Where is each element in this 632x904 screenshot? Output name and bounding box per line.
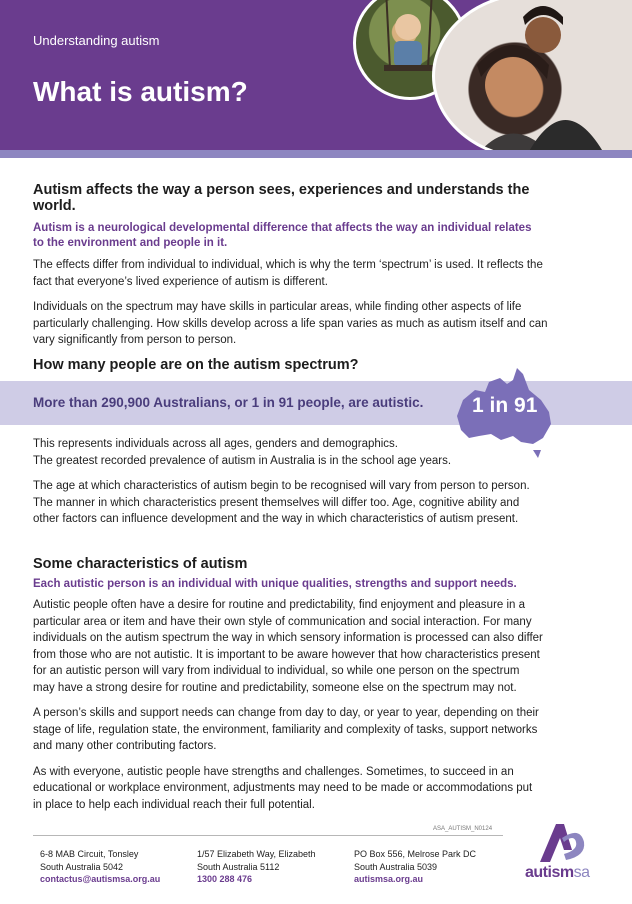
section3-p1-line: from those who are not autistic. It is important to be aware however that how characteristics present — [33, 648, 540, 661]
section2-p2-3: other factors can influence development and the way in which characteristics of autism present. — [33, 513, 519, 525]
section3-lead: Each autistic person is an individual with unique qualities, strengths and support needs. — [33, 578, 517, 590]
address-po-box — [354, 848, 476, 886]
phone-link[interactable]: 1300 288 476 — [197, 874, 253, 884]
header-subtitle: Understanding autism — [33, 33, 160, 48]
website-link[interactable]: autismsa.org.au — [354, 874, 424, 884]
section3-p1-line: may have a strong desire for routine and predictability, someone else on the spectrum may not. — [33, 681, 517, 694]
address-line: South Australia 5042 — [40, 861, 124, 872]
section1-lead-1: Autism is a neurological developmental difference that affects the way an individual relates — [33, 222, 532, 234]
section-what-is-autism — [33, 182, 563, 349]
section-characteristics — [33, 556, 593, 813]
address-elizabeth — [197, 848, 316, 886]
section3-p1-line: Autistic people often have a desire for routine and predictability, find enjoyment and pleasure in a — [33, 599, 526, 611]
address-line: South Australia 5039 — [354, 861, 438, 872]
section2-p1-1: This represents individuals across all ages, genders and demographics. — [33, 438, 399, 450]
address-line: 6-8 MAB Circuit, Tonsley — [40, 849, 139, 859]
section1-p2-1: Individuals on the spectrum may have skills in particular areas, while finding other aspects of life — [33, 301, 522, 313]
section-prevalence-body — [33, 436, 563, 528]
header-stripe — [0, 150, 632, 158]
section3-p1-line: for an autistic person will vary from individual to individual, so while one person on the spectrum — [33, 665, 520, 677]
one-in-91-label: 1 in 91 — [472, 394, 538, 417]
section3-p2-line: and many other contributing factors. — [33, 740, 217, 752]
section1-p1-2: fact that everyone’s lived experience of autism is different. — [33, 275, 328, 288]
address-tonsley — [40, 848, 160, 886]
address-line: PO Box 556, Melrose Park DC — [354, 849, 477, 859]
document-code: ASA_AUTISM_N0124 — [433, 826, 493, 832]
autism-sa-wordmark — [525, 864, 589, 882]
section3-p3-line: in place to help each individual reach their full potential. — [33, 798, 315, 811]
section3-p2-line: stage of life, regulation state, the environment, familiarity and complexity of tasks, support networks — [33, 723, 538, 736]
address-line: South Australia 5112 — [197, 861, 280, 872]
section2-p2-2: The manner in which characteristics present themselves will differ too. Age, cognitive ability and — [33, 496, 520, 509]
section3-p1-line: individuals on the autism spectrum the way in which sensory information is processed can also differ — [33, 632, 543, 644]
email-link[interactable]: contactus@autismsa.org.au — [40, 874, 161, 884]
section1-p2-2: particularly challenging. How skills develop across a life span varies as much as autism itself and can — [33, 317, 548, 330]
page-title: What is autism? — [33, 76, 248, 107]
section3-heading: Some characteristics of autism — [33, 556, 248, 572]
address-line: 1/57 Elizabeth Way, Elizabeth — [197, 849, 316, 859]
prevalence-statement: More than 290,900 Australians, or 1 in 91 people, are autistic. — [33, 395, 424, 410]
section1-lead-2: to the environment and people in it. — [33, 237, 228, 249]
section3-p2-line: A person’s skills and support needs can change from day to day, or year to year, depending on their — [33, 707, 539, 719]
section1-heading: Autism affects the way a person sees, experiences and understands the world. — [33, 182, 530, 214]
mother-and-child-photo — [432, 0, 632, 150]
logo-text-main: autism — [525, 864, 574, 881]
header-banner — [0, 0, 632, 150]
section3-p1-line: particular area or item and have their own style of communication and social interaction. For many — [33, 615, 532, 628]
section2-p2-1: The age at which characteristics of autism begin to be recognised will vary from person to person. — [33, 480, 530, 492]
section2-heading: How many people are on the autism spectrum? — [33, 357, 359, 373]
section3-p3-line: As with everyone, autistic people have strengths and challenges. Sometimes, to succeed in an — [33, 765, 514, 778]
logo-text-suffix: sa — [573, 864, 590, 881]
section2-p1-2: The greatest recorded prevalence of autism in Australia is in the school age years. — [33, 454, 452, 467]
section1-p1-1: The effects differ from individual to individual, which is why the term ‘spectrum’ is used. It reflects the — [33, 259, 543, 271]
footer-divider — [33, 835, 503, 836]
section1-p2-3: vary significantly from person to person. — [33, 334, 237, 346]
section3-p3-line: educational or workplace environment, adjustments may need to be made or accommodations put — [33, 782, 533, 794]
